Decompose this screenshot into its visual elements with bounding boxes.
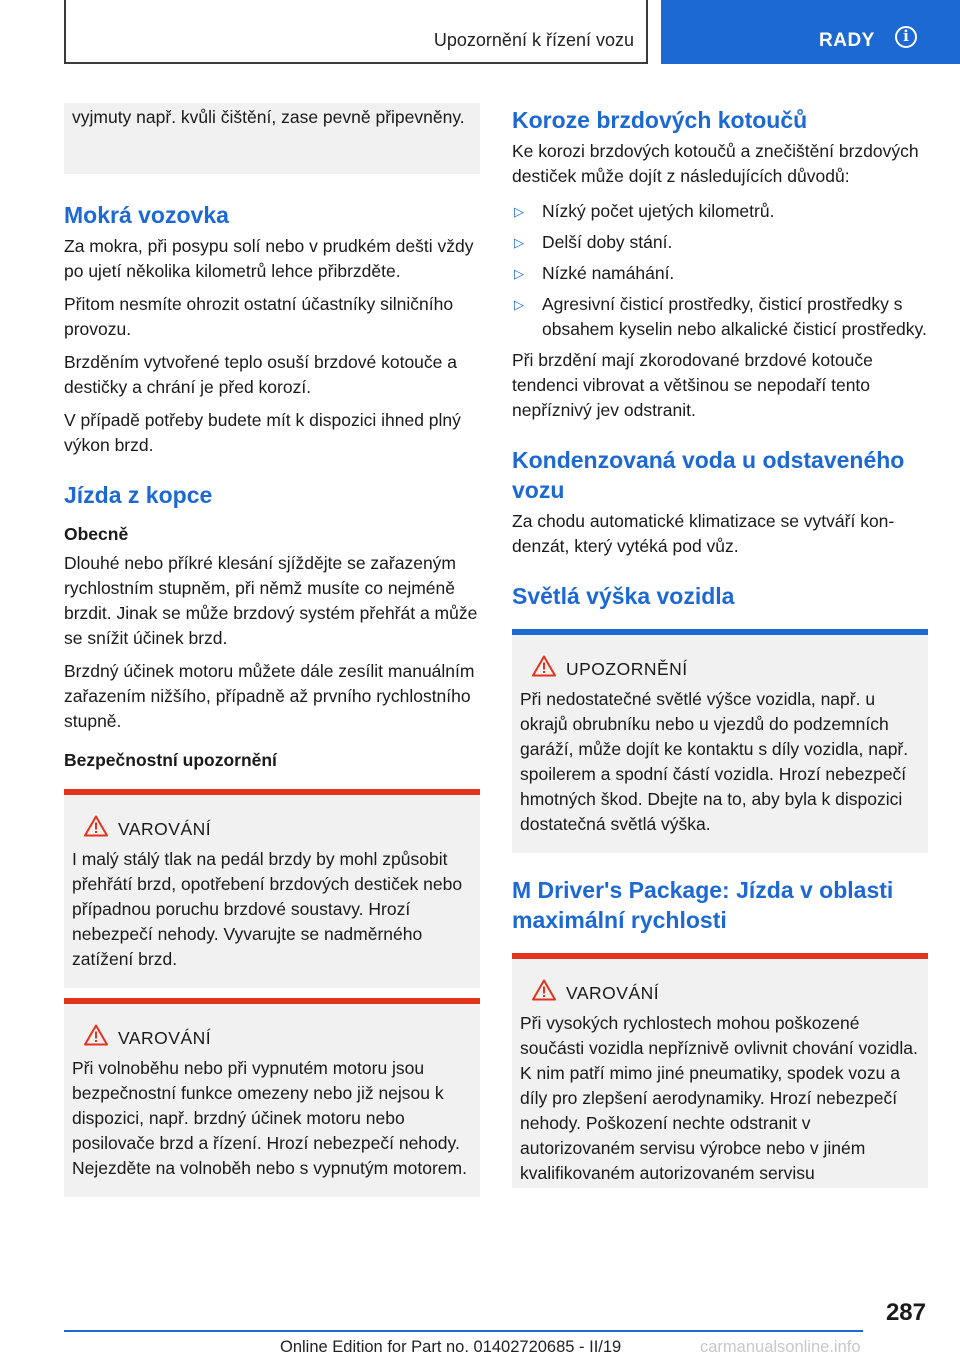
info-icon: i [895, 26, 917, 48]
general-paragraph-2: Brzdný účinek motoru můžete dále zesílit manuálním zařazením nižšího, případně až prvního rychlostního stupně. [64, 661, 475, 731]
warning-box-top-speed [512, 953, 928, 1188]
header-tab-rady[interactable] [661, 0, 960, 64]
heading-brake-disc-corrosion: Koroze brzdových kotoučů [512, 107, 808, 133]
caution-header [520, 653, 920, 683]
bullet-triangle-icon: ▷ [514, 297, 524, 312]
warning-header [72, 813, 472, 843]
list-item: ▷ Nízký počet ujetých kilometrů. [512, 199, 928, 224]
wet-road-paragraph-2: Přitom nesmíte ohrozit ostatní účastníky silničního provozu. [64, 294, 454, 339]
corrosion-intro: Ke korozi brzdových kotoučů a znečištění brzdových destiček může dojít z následujících důvodů: [512, 141, 919, 186]
subheading-safety: Bezpečnostní upozornění [64, 750, 277, 770]
corrosion-paragraph-2: Při brzdění mají zkorodované brzdové kotouče tendenci vibrovat a většinou se nepodaří tento nepříznivý jev odstranit. [512, 350, 873, 420]
condensate-paragraph: Za chodu automatické klimatizace se vytváří kondenzát, který vytéká pod vůz. [512, 511, 895, 556]
header-section-box [64, 0, 648, 64]
caution-text: Při nedostatečné světlé výšce vozidla, např. u okrajů obrubníku nebo u vjezdů do podzemních garáží, může dojít ke kontaktu s díly vozidla, např. spoilerem a spodní částí vozidla. Hrozí nebezpečí hmotných škod. Dbejte na to, aby byla k dispozici dostatečná světlá výška. [520, 689, 909, 834]
warning-box-coasting [64, 998, 480, 1197]
heading-condensate: Kondenzovaná voda u odstaveného vozu [512, 447, 905, 503]
warning-triangle-icon [84, 1024, 108, 1046]
warning-triangle-icon [532, 655, 556, 677]
heading-downhill: Jízda z kopce [64, 482, 213, 508]
warning-label: VAROVÁNÍ [566, 983, 660, 1003]
footer-divider [64, 1330, 863, 1332]
warning-header [520, 977, 920, 1007]
edition-text: Online Edition for Part no. 01402720685 - II/19 [280, 1338, 622, 1356]
bullet-triangle-icon: ▷ [514, 204, 524, 219]
warning-label: VAROVÁNÍ [118, 1028, 212, 1048]
bullet-triangle-icon: ▷ [514, 266, 524, 281]
list-item: ▷ Delší doby stání. [512, 230, 928, 255]
wet-road-paragraph-1: Za mokra, při posypu solí nebo v prudkém dešti vždy po ujetí několika kilometrů lehce přibrzděte. [64, 236, 474, 281]
wet-road-paragraph-3: Brzděním vytvořené teplo osuší brzdové kotouče a destičky a chrání je před korozí. [64, 352, 457, 397]
corrosion-causes-list [512, 199, 928, 342]
warning-text: Při volnoběhu nebo při vypnutém motoru jsou bezpečnostní funkce omezeny nebo již nejsou k dispozici, např. brzdný účinek motoru nebo posilovače brzd a řízení. Hrozí nebezpečí nehody. Nejezděte na volnoběh nebo s vypnutým motorem. [72, 1058, 467, 1178]
general-paragraph-1: Dlouhé nebo příkré klesání sjíždějte se zařazeným rychlostním stupněm, při němž musíte co nejméně brzdit. Jinak se může brzdový systém přehřát a může se snížit účinek brzd. [64, 553, 478, 648]
list-item: ▷ Nízké namáhání. [512, 261, 928, 286]
warning-triangle-icon [532, 979, 556, 1001]
list-item: ▷ Agresivní čisticí prostředky, čisticí prostředky s obsahem kyselin nebo alkalické čisticí prostředky. [514, 294, 927, 339]
header-tab-label: RADY [819, 30, 875, 51]
bullet-triangle-icon: ▷ [514, 235, 524, 250]
heading-wet-road: Mokrá vozovka [64, 202, 229, 228]
warning-label: VAROVÁNÍ [118, 819, 212, 839]
continued-note-box [64, 103, 480, 174]
page-number: 287 [885, 1299, 926, 1326]
warning-text: Při vysokých rychlostech mohou poškozené součásti vozidla nepříznivě ovlivnit chování vozidla. K nim patří mimo jiné pneumatiky, spodek vozu a díly pro zlepšení aerodynamiky. Hrozí nebezpečí nehody. Poškození nechte odstranit v autorizovaném servisu výrobce nebo v jiném kvalifikovaném autorizovaném servisu [520, 1013, 918, 1183]
heading-m-drivers-package: M Driver's Package: Jízda v oblasti maximální rychlosti [512, 877, 894, 933]
wet-road-paragraph-4: V případě potřeby budete mít k dispozici ihned plný výkon brzd. [64, 410, 461, 455]
left-column [64, 103, 480, 1207]
caution-box-ground-clearance [512, 629, 928, 853]
header-section-title: Upozornění k řízení vozu [433, 30, 634, 50]
continued-note-text: vyjmuty např. kvůli čištění, zase pevně připevněny. [72, 107, 465, 127]
warning-header [72, 1022, 472, 1052]
watermark-text: carmanualsonline.info [700, 1338, 861, 1356]
right-column [512, 103, 928, 1198]
warning-triangle-icon [84, 815, 108, 837]
heading-ground-clearance: Světlá výška vozidla [512, 583, 735, 609]
subheading-general: Obecně [64, 524, 129, 544]
warning-text: I malý stálý tlak na pedál brzdy by mohl způsobit přehřátí brzd, opotřebení brzdových destiček nebo případnou poruchu brzdové soustavy. Hrozí nebezpečí nehody. Vyvarujte se nadměrného zatížení brzd. [72, 849, 463, 969]
caution-label: UPOZORNĚNÍ [566, 659, 688, 679]
warning-box-brake-pressure [64, 789, 480, 988]
